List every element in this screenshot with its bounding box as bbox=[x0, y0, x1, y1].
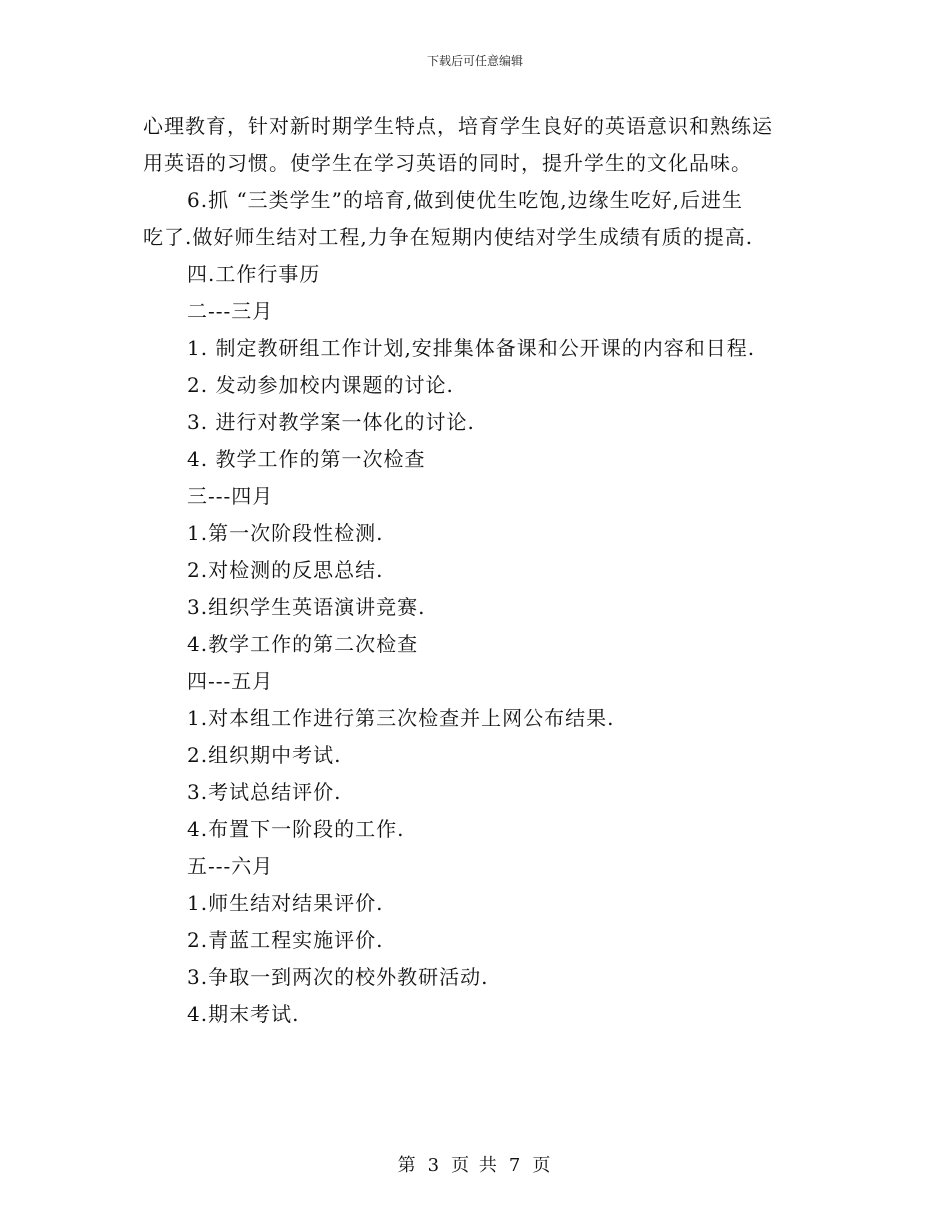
list-item: 3.考试总结评价. bbox=[187, 780, 342, 804]
paragraph-line: 吃了.做好师生结对工程,力争在短期内使结对学生成绩有质的提高. bbox=[143, 225, 754, 249]
list-item: 3. 进行对教学案一体化的讨论. bbox=[187, 410, 475, 434]
total-pages: 7 bbox=[508, 1155, 523, 1176]
paragraph-line: 用英语的习惯。使学生在学习英语的同时，提升学生的文化品味。 bbox=[143, 151, 752, 175]
list-item: 4. 教学工作的第一次检查 bbox=[187, 447, 426, 471]
footer-suffix: 页 bbox=[532, 1155, 553, 1176]
list-item: 4.布置下一阶段的工作. bbox=[187, 817, 405, 841]
month-heading: 五---六月 bbox=[187, 854, 274, 878]
list-item: 3.组织学生英语演讲竞赛. bbox=[187, 595, 426, 619]
page-number: 3 bbox=[427, 1155, 442, 1176]
month-heading: 四---五月 bbox=[187, 669, 274, 693]
list-item: 1.师生结对结果评价. bbox=[187, 891, 384, 915]
month-heading: 二---三月 bbox=[187, 299, 274, 323]
list-item: 2.组织期中考试. bbox=[187, 743, 342, 767]
paragraph-line: 6.抓 “三类学生”的培育,做到使优生吃饱,边缘生吃好,后进生 bbox=[187, 188, 743, 212]
paragraph-line: 心理教育，针对新时期学生特点，培育学生良好的英语意识和熟练运 bbox=[143, 114, 773, 138]
list-item: 1. 制定教研组工作计划,安排集体备课和公开课的内容和日程. bbox=[187, 336, 756, 360]
page-header: 下载后可任意编辑 bbox=[426, 54, 523, 68]
list-item: 2. 发动参加校内课题的讨论. bbox=[187, 373, 454, 397]
list-item: 2.青蓝工程实施评价. bbox=[187, 928, 384, 952]
footer-prefix: 第 bbox=[397, 1155, 418, 1176]
document-body bbox=[143, 108, 808, 1033]
list-item: 4.期末考试. bbox=[187, 1002, 300, 1026]
list-item: 3.争取一到两次的校外教研活动. bbox=[187, 965, 489, 989]
list-item: 4.教学工作的第二次检查 bbox=[187, 632, 419, 656]
section-heading: 四.工作行事历 bbox=[187, 262, 321, 286]
list-item: 1.第一次阶段性检测. bbox=[187, 521, 384, 545]
month-heading: 三---四月 bbox=[187, 484, 274, 508]
page-footer bbox=[0, 1154, 950, 1178]
list-item: 1.对本组工作进行第三次检查并上网公布结果. bbox=[187, 706, 615, 730]
list-item: 2.对检测的反思总结. bbox=[187, 558, 384, 582]
footer-mid: 页 共 bbox=[451, 1155, 499, 1176]
